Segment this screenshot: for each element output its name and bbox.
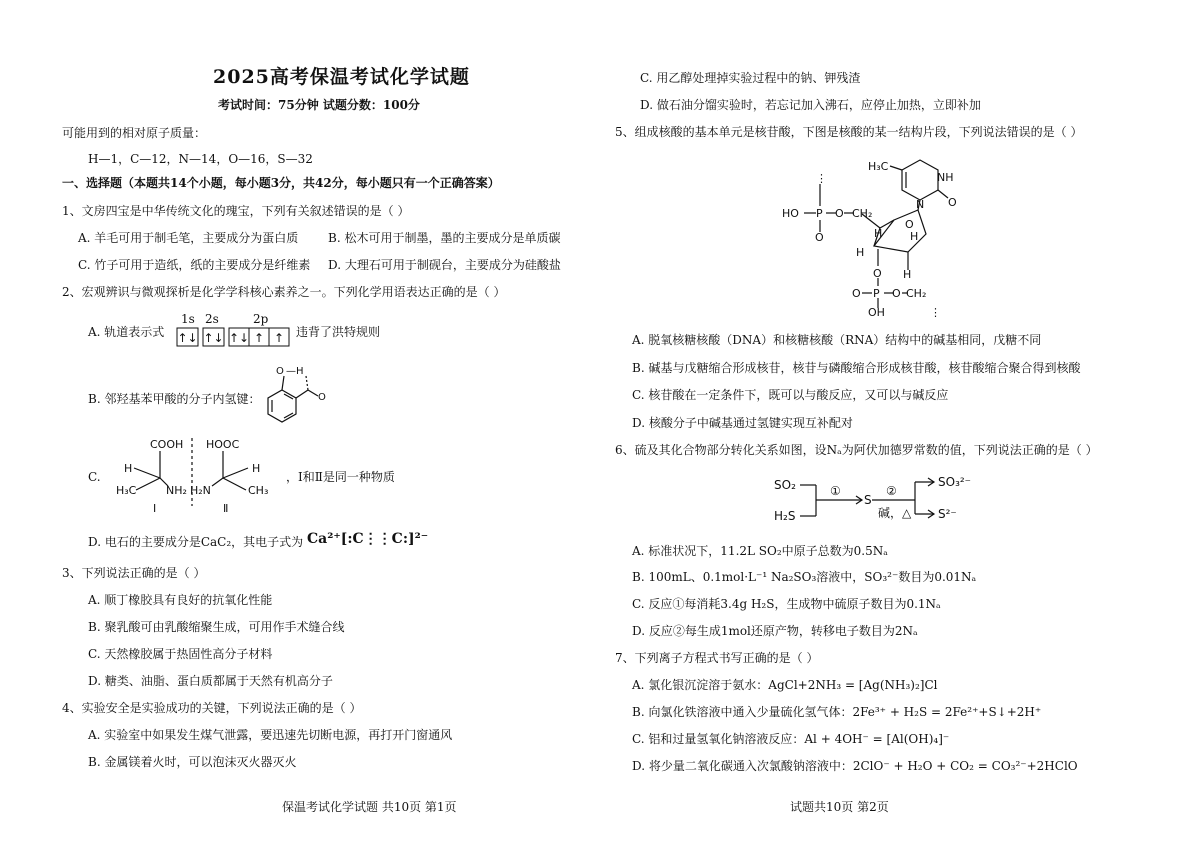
q5-option-b: B. 碱基与戊糖缩合形成核苷，核苷与磷酸缩合形成核苷酸，核苷酸缩合聚合得到核酸 bbox=[632, 361, 1081, 375]
exam-title: 2025高考保温考试化学试题 bbox=[213, 66, 470, 88]
so3-label: SO₃²⁻ bbox=[938, 475, 972, 489]
ho-label: HO bbox=[782, 207, 799, 220]
q1-option-b: B. 松木可用于制墨，墨的主要成分是单质碳 bbox=[328, 231, 561, 245]
condition-label: 碱，△ bbox=[878, 506, 912, 520]
exam-info: 考试时间：75分钟 试题分数：100分 bbox=[218, 98, 420, 112]
q2-option-d: D. 电石的主要成分是CaC₂，其电子式为 bbox=[88, 535, 304, 549]
orbital-2s-label: 2s bbox=[205, 312, 219, 326]
step1-label: ① bbox=[830, 484, 841, 498]
svg-text:CH₃: CH₃ bbox=[248, 484, 269, 497]
q7-option-d: D. 将少量二氧化碳通入次氯酸钠溶液中：2ClO⁻ + H₂O + CO₂ = CO₃²⁻+2HClO bbox=[632, 759, 1078, 773]
svg-text:O: O bbox=[318, 392, 326, 403]
o-bridge-label: O bbox=[835, 207, 844, 220]
q5-option-c: C. 核苷酸在一定条件下，既可以与酸反应，又可以与碱反应 bbox=[632, 388, 949, 402]
ring-o-label: O bbox=[905, 218, 914, 231]
nucleotide-structure bbox=[782, 148, 978, 323]
svg-text:H₂N: H₂N bbox=[190, 484, 211, 497]
h3c-label: H₃C bbox=[868, 160, 889, 173]
orbital-2p-label: 2p bbox=[253, 312, 269, 326]
q3-option-c: C. 天然橡胶属于热固性高分子材料 bbox=[88, 647, 273, 661]
h3-label: H bbox=[856, 246, 865, 259]
q6-option-c: C. 反应①每消耗3.4g H₂S，生成物中硫原子数目为0.1Nₐ bbox=[632, 597, 941, 611]
sulfur-conversion-diagram bbox=[770, 470, 980, 530]
svg-text:↑↓: ↑↓ bbox=[177, 331, 198, 345]
q7-stem: 7、下列离子方程式书写正确的是（ ） bbox=[615, 651, 819, 665]
o-top-label: O bbox=[815, 231, 824, 244]
q4-option-b: B. 金属镁着火时，可以泡沫灭火器灭火 bbox=[88, 755, 297, 769]
p-bottom-label: P bbox=[873, 287, 880, 300]
h2-label: H bbox=[910, 230, 919, 243]
right-footer: 试题共10页 第2页 bbox=[790, 800, 889, 814]
svg-text:↑↓: ↑↓ bbox=[228, 331, 250, 345]
svg-text:H: H bbox=[252, 462, 261, 475]
ch2-bottom-label: CH₂ bbox=[906, 287, 927, 300]
q7-option-c: C. 铝和过量氢氧化钠溶液反应：Al + 4OH⁻ = [Al(OH)₄]⁻ bbox=[632, 732, 950, 746]
s2-label: S²⁻ bbox=[938, 507, 957, 521]
cac2-electron-formula: Ca²⁺[:C⋮⋮C:]²⁻ bbox=[307, 531, 429, 547]
s-label: S bbox=[864, 493, 872, 507]
salicylic-acid-structure bbox=[262, 362, 338, 424]
cooh-label: COOH bbox=[150, 438, 184, 451]
h1-label: H bbox=[874, 227, 883, 240]
nh-label: NH bbox=[937, 171, 954, 184]
q2-stem: 2、宏观辨识与微观探析是化学学科核心素养之一。下列化学用语表达正确的是（ ） bbox=[62, 285, 506, 299]
q4-option-d: D. 做石油分馏实验时，若忘记加入沸石，应停止加热，立即补加 bbox=[640, 98, 981, 112]
q3-option-d: D. 糖类、油脂、蛋白质都属于天然有机高分子 bbox=[88, 674, 333, 688]
so2-label: SO₂ bbox=[774, 478, 796, 492]
svg-text:O: O bbox=[276, 366, 284, 377]
q5-option-a: A. 脱氧核糖核酸（DNA）和核糖核酸（RNA）结构中的碱基相同，戊糖不同 bbox=[632, 333, 1042, 347]
q2-option-c-prefix: C. bbox=[88, 470, 101, 484]
q7-option-a: A. 氯化银沉淀溶于氨水：AgCl+2NH₃ = [Ag(NH₃)₂]Cl bbox=[632, 678, 938, 692]
q1-option-c: C. 竹子可用于造纸，纸的主要成分是纤维素 bbox=[78, 258, 311, 272]
q2-option-b: B. 邻羟基苯甲酸的分子内氢键： bbox=[88, 392, 261, 406]
q3-option-b: B. 聚乳酸可由乳酸缩聚生成，可用作手术缝合线 bbox=[88, 620, 345, 634]
q4-option-c: C. 用乙醇处理掉实验过程中的钠、钾残渣 bbox=[640, 71, 861, 85]
svg-text:⋮: ⋮ bbox=[930, 306, 941, 319]
h2s-label: H₂S bbox=[774, 509, 796, 523]
q6-option-d: D. 反应②每生成1mol还原产物，转移电子数目为2Nₐ bbox=[632, 624, 918, 638]
o-mid-label: O bbox=[873, 267, 882, 280]
svg-text:↑: ↑ bbox=[253, 331, 265, 345]
left-footer: 保温考试化学试题 共10页 第1页 bbox=[282, 800, 457, 814]
n-label: N bbox=[916, 198, 925, 211]
svg-text:↑: ↑ bbox=[273, 331, 285, 345]
svg-text:NH₂: NH₂ bbox=[166, 484, 187, 497]
orbital-1s-label: 1s bbox=[181, 312, 195, 326]
step2-label: ② bbox=[886, 484, 897, 498]
q7-option-b: B. 向氯化铁溶液中通入少量硫化氢气体：2Fe³⁺ + H₂S = 2Fe²⁺+S↓+2H⁺ bbox=[632, 705, 1042, 719]
section-heading: 一、选择题（本题共14个小题，每小题3分，共42分，每小题只有一个正确答案） bbox=[62, 176, 500, 190]
q3-option-a: A. 顺丁橡胶具有良好的抗氧化性能 bbox=[88, 593, 273, 607]
q5-stem: 5、组成核酸的基本单元是核苷酸，下图是核酸的某一结构片段，下列说法错误的是（ ） bbox=[615, 125, 1083, 139]
ch2-top-label: CH₂ bbox=[852, 207, 873, 220]
q1-stem: 1、文房四宝是中华传统文化的瑰宝，下列有关叙述错误的是（ ） bbox=[62, 204, 410, 218]
q1-option-a: A. 羊毛可用于制毛笔，主要成分为蛋白质 bbox=[78, 231, 299, 245]
q6-stem: 6、硫及其化合物部分转化关系如图，设Nₐ为阿伏加德罗常数的值，下列说法正确的是（ ） bbox=[615, 443, 1098, 457]
q4-option-a: A. 实验室中如果发生煤气泄露，要迅速先切断电源，再打开门窗通风 bbox=[88, 728, 453, 742]
svg-text:⋮: ⋮ bbox=[816, 172, 827, 185]
p-top-label: P bbox=[816, 207, 823, 220]
svg-text:H₃C: H₃C bbox=[116, 484, 137, 497]
q2-option-c-suffix: ，Ⅰ和Ⅱ是同一种物质 bbox=[286, 470, 395, 484]
carbonyl-o-label: O bbox=[948, 196, 957, 209]
svg-text:—H: —H bbox=[286, 366, 304, 377]
label-I: Ⅰ bbox=[153, 502, 157, 515]
alanine-enantiomers bbox=[108, 436, 288, 516]
svg-text:H: H bbox=[124, 462, 133, 475]
q1-option-d: D. 大理石可用于制砚台，主要成分为硅酸盐 bbox=[328, 258, 561, 272]
atomic-mass-label: 可能用到的相对原子质量： bbox=[62, 126, 207, 140]
svg-text:↑↓: ↑↓ bbox=[203, 331, 224, 345]
hooc-label: HOOC bbox=[206, 438, 240, 451]
q2-option-a-suffix: 违背了洪特规则 bbox=[296, 325, 381, 339]
q6-option-b: B. 100mL、0.1mol·L⁻¹ Na₂SO₃溶液中，SO₃²⁻数目为0.01Nₐ bbox=[632, 570, 977, 584]
atomic-masses: H—1，C—12，N—14，O—16，S—32 bbox=[88, 152, 313, 166]
o-left-label: O bbox=[852, 287, 861, 300]
label-II: Ⅱ bbox=[223, 502, 229, 515]
q6-option-a: A. 标准状况下，11.2L SO₂中原子总数为0.5Nₐ bbox=[632, 544, 888, 558]
h4-label: H bbox=[903, 268, 912, 281]
oh-label: OH bbox=[868, 306, 885, 319]
q4-stem: 4、实验安全是实验成功的关键，下列说法正确的是（ ） bbox=[62, 701, 362, 715]
q5-option-d: D. 核酸分子中碱基通过氢键实现互补配对 bbox=[632, 416, 853, 430]
q2-option-a-prefix: A. 轨道表示式 bbox=[88, 325, 165, 339]
o-right-label: O bbox=[892, 287, 901, 300]
q3-stem: 3、下列说法正确的是（ ） bbox=[62, 566, 206, 580]
orbital-diagram bbox=[176, 326, 291, 348]
